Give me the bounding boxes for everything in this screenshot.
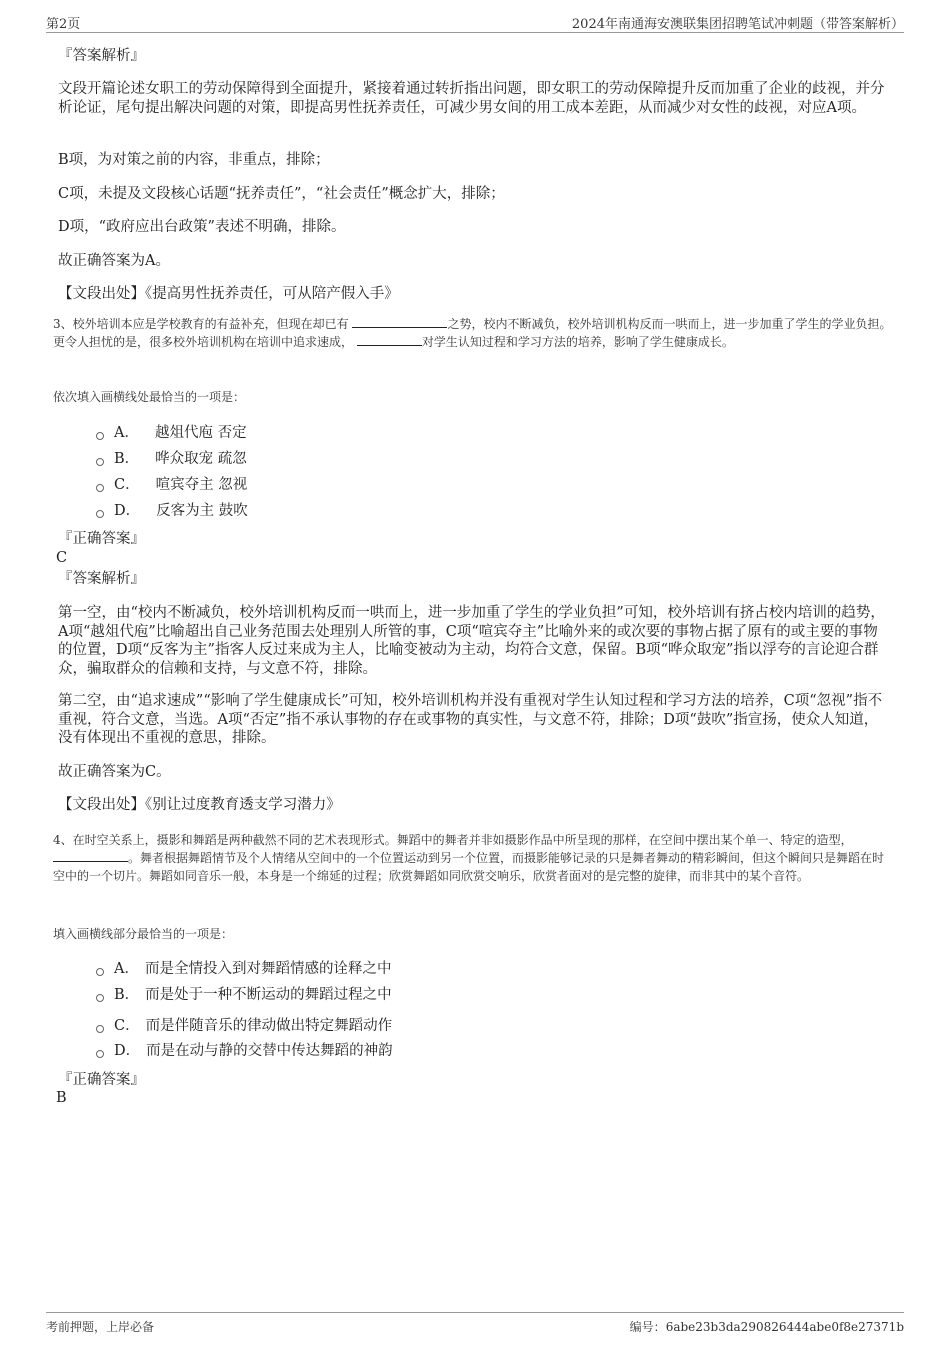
radio-button[interactable] [96,458,104,466]
q2-analysis-p1: 文段开篇论述女职工的劳动保障得到全面提升，紧接着通过转折指出问题，即女职工的劳动保障提升反而加重了企业的歧视，并分析论证，尾句提出解决问题的对策，即提高男性抚养责任，可减少男女间的用工成本差距，从而减少对女性的歧视，对应A项。 [58,81,885,116]
radio-button[interactable] [96,994,104,1002]
q3-conclusion: 故正确答案为C。 [58,764,171,780]
page-footer [46,1312,904,1335]
q4-option-d[interactable]: D． 而是在动与静的交替中传达舞蹈的神韵 [96,1042,393,1060]
q3-analysis-p2: 第二空，由“追求速成”“影响了学生健康成长”可知，校外培训机构并没有重视对学生认知过程和学习方法的培养，C项“忽视”指不重视，符合文意，当选。A项“否定”指不承认事物的存在或事物的真实性，与文意不符，排除；D项“鼓吹”指宣扬，使众人知道，没有体现出不重视的意思，排除。 [58,693,883,746]
q3-option-a[interactable]: A． 越俎代庖 否定 [96,424,247,442]
q4-stem: 4、在时空关系上，摄影和舞蹈是两种截然不同的艺术表现形式。舞蹈中的舞者并非如摄影作品中所呈现的那样，在空间中摆出某个单一、特定的造型， 。舞者根据舞蹈情节及个人情绪从空间中的一个位置运动到另一个位置，而摄影能够记录的只是舞者舞动的精彩瞬间，但这个瞬间只是舞蹈在时空中的一个切片。舞蹈如同音乐一般，本身是一个绵延的过程；欣赏舞蹈如同欣赏交响乐，欣赏者面对的是完整的旋律，而非其中的某个音符。 [53,833,885,883]
q3-analysis-p1: 第一空，由“校内不断减负，校外培训机构反而一哄而上，进一步加重了学生的学业负担”可知，校外培训有挤占校内培训的趋势，A项“越俎代庖”比喻超出自己业务范围去处理别人所管的事，C项“喧宾夺主”比喻外来的或次要的事物占据了原有的或主要的事物的位置，D项“反客为主”指客人反过来成为主人，比喻变被动为主动，均符合文意，保留。B项“哗众取宠”指以浮夸的言论迎合群众，骗取群众的信赖和支持，与文意不符，排除。 [58,605,885,677]
q3-option-d[interactable]: D． 反客为主 鼓吹 [96,502,248,520]
q3-option-c[interactable]: C． 喧宾夺主 忽视 [96,476,247,494]
q4-answer: B [56,1090,67,1106]
q3-prompt: 依次填入画横线处最恰当的一项是： [53,390,246,404]
q4-blank [53,849,128,862]
q2-analysis-p3: C项，未提及文段核心话题“抚养责任”，“社会责任”概念扩大，排除； [58,186,505,202]
q4-option-b[interactable]: B． 而是处于一种不断运动的舞蹈过程之中 [96,986,392,1004]
q2-analysis-label: 『答案解析』 [58,48,145,64]
document-title: 2024年南通海安澳联集团招聘笔试冲刺题（带答案解析） [571,17,904,32]
q3-blank-1 [352,315,447,328]
q3-blank-2 [357,333,422,346]
q2-analysis-p4: D项，“政府应出台政策”表述不明确，排除。 [58,219,346,235]
q4-option-a[interactable]: A． 而是全情投入到对舞蹈情感的诠释之中 [96,960,391,978]
radio-button[interactable] [96,432,104,440]
q3-answer: C [56,550,68,566]
radio-button[interactable] [96,484,104,492]
q2-conclusion: 故正确答案为A。 [58,253,170,269]
q3-source: 【文段出处】《别让过度教育透支学习潜力》 [58,797,341,813]
q2-analysis-p2: B项，为对策之前的内容，非重点，排除； [58,152,330,168]
radio-button[interactable] [96,1025,104,1033]
radio-button[interactable] [96,1050,104,1058]
page-number: 第2页 [46,17,81,32]
q3-analysis-label: 『答案解析』 [58,571,145,587]
q4-answer-label: 『正确答案』 [58,1072,145,1088]
document-code: 编号：6abe23b3da290826444abe0f8e27371b [629,1320,904,1334]
q3-stem: 3、校外培训本应是学校教育的有益补充，但现在却已有 之势，校内不断减负，校外培训机构反而一哄而上，进一步加重了学生的学业负担。更令人担忧的是，很多校外培训机构在培训中追求速成， 对学生认知过程和学习方法的培养，影响了学生健康成长。 [53,317,892,349]
radio-button[interactable] [96,510,104,518]
radio-button[interactable] [96,968,104,976]
q4-prompt: 填入画横线部分最恰当的一项是： [53,927,234,941]
q3-answer-label: 『正确答案』 [58,531,145,547]
q3-option-b[interactable]: B． 哗众取宠 疏忽 [96,450,247,468]
q2-source: 【文段出处】《提高男性抚养责任，可从陪产假入手》 [58,286,399,302]
page-header [46,10,904,33]
q4-option-c[interactable]: C． 而是伴随音乐的律动做出特定舞蹈动作 [96,1017,392,1035]
footer-slogan: 考前押题，上岸必备 [46,1320,155,1334]
